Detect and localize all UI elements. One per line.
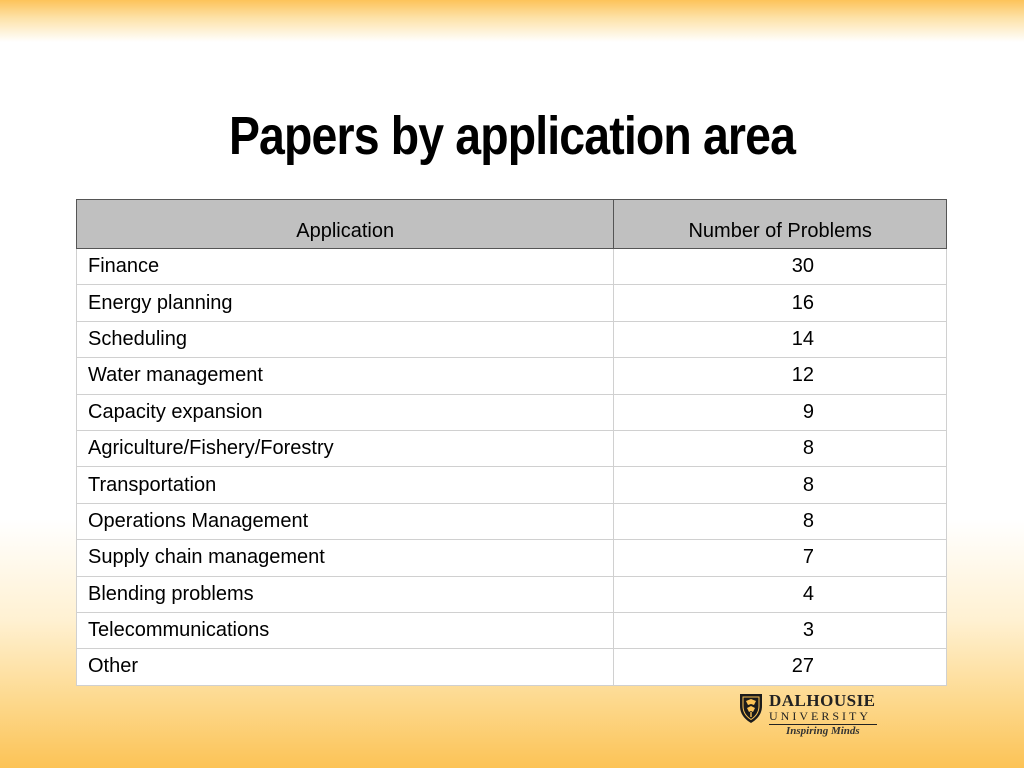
table-header-row — [77, 200, 947, 249]
table-row — [77, 394, 947, 430]
application-cell: Operations Management — [77, 503, 614, 539]
count-cell: 27 — [614, 649, 947, 685]
table-row — [77, 649, 947, 685]
header-application: Application — [77, 200, 614, 249]
count-cell: 8 — [614, 503, 947, 539]
dalhousie-logo — [738, 692, 878, 742]
logo-name: DALHOUSIE — [769, 691, 876, 710]
application-cell: Capacity expansion — [77, 394, 614, 430]
table-row — [77, 540, 947, 576]
count-cell: 8 — [614, 430, 947, 466]
header-number-of-problems: Number of Problems — [614, 200, 947, 249]
application-cell: Scheduling — [77, 321, 614, 357]
table-row — [77, 576, 947, 612]
application-cell: Energy planning — [77, 285, 614, 321]
application-cell: Supply chain management — [77, 540, 614, 576]
table-row — [77, 612, 947, 648]
application-cell: Water management — [77, 358, 614, 394]
count-cell: 30 — [614, 249, 947, 285]
count-cell: 12 — [614, 358, 947, 394]
table-row — [77, 321, 947, 357]
count-cell: 14 — [614, 321, 947, 357]
table-row — [77, 467, 947, 503]
application-table — [76, 199, 947, 686]
application-cell: Blending problems — [77, 576, 614, 612]
logo-subtitle: UNIVERSITY — [769, 709, 871, 723]
table-row — [77, 503, 947, 539]
university-crest-icon — [738, 692, 764, 724]
table-row — [77, 430, 947, 466]
count-cell: 3 — [614, 612, 947, 648]
application-cell: Telecommunications — [77, 612, 614, 648]
application-cell: Finance — [77, 249, 614, 285]
count-cell: 8 — [614, 467, 947, 503]
count-cell: 16 — [614, 285, 947, 321]
application-cell: Transportation — [77, 467, 614, 503]
logo-tagline: Inspiring Minds — [786, 725, 860, 737]
table-row — [77, 249, 947, 285]
count-cell: 9 — [614, 394, 947, 430]
slide-title: Papers by application area — [228, 106, 796, 166]
table-row — [77, 358, 947, 394]
count-cell: 4 — [614, 576, 947, 612]
table-row — [77, 285, 947, 321]
count-cell: 7 — [614, 540, 947, 576]
application-cell: Agriculture/Fishery/Forestry — [77, 430, 614, 466]
application-cell: Other — [77, 649, 614, 685]
